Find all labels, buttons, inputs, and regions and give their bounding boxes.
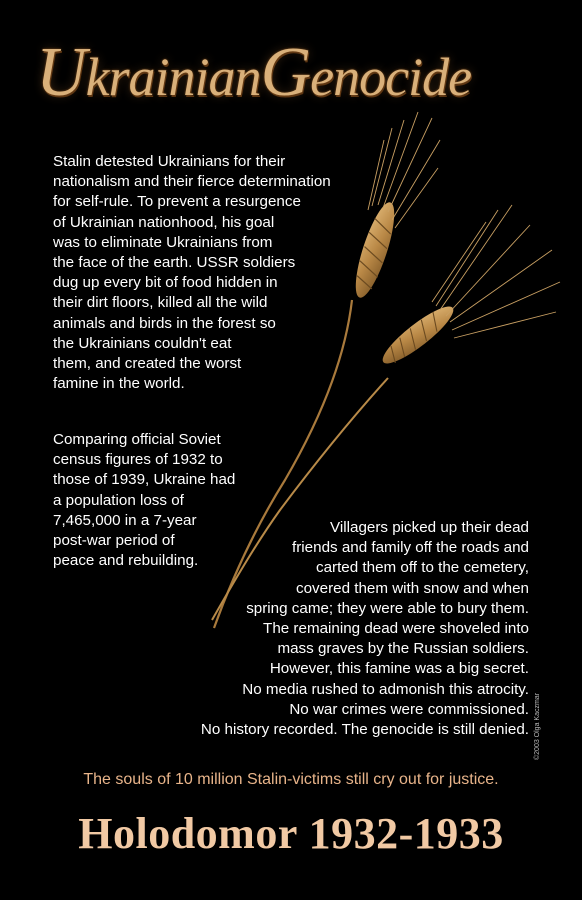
wheat-ear-2: [377, 299, 460, 371]
copyright-credit: ©2003 Olga Kaczmar: [534, 692, 541, 760]
title-cap-u: U: [36, 34, 86, 111]
title-cap-g: G: [260, 34, 311, 111]
villagers-paragraph: Villagers picked up their dead friends and family off the roads and carted them off to the cemetery, covered them with snow and when spring came; they were able to bury them. The remaining dead were shoveled into mass graves by the Russian soldiers. However, this famine was a big secret. No media rushed to admonish this atrocity. No war crimes were commissioned. No history recorded. The genocide is still denied.: [200, 519, 529, 739]
intro-paragraph: Stalin detested Ukrainians for their nationalism and their fierce determination for self-rule. To prevent a resurgence of Ukrainian nationhood, his goal was to eliminate Ukrainians from the face of the earth. USSR soldiers dug up every bit of food hidden in their dirt floors, killed all the wild animals and birds in the forest so the Ukrainians couldn't eat them, and created the worst famine in the world.: [53, 153, 331, 393]
justice-footnote: The souls of 10 million Stalin-victims still cry out for justice.: [83, 771, 499, 788]
title-word-2: enocide: [310, 47, 472, 107]
holodomor-title: Holodomor 1932-1933: [78, 809, 504, 858]
wheat-awns-2: [432, 205, 560, 338]
title-word-1: krainian: [85, 47, 261, 107]
census-paragraph: Comparing official Soviet census figures of 1932 to those of 1939, Ukraine had a population loss of 7,465,000 in a 7-year post-war period of peace and rebuilding.: [53, 431, 236, 570]
